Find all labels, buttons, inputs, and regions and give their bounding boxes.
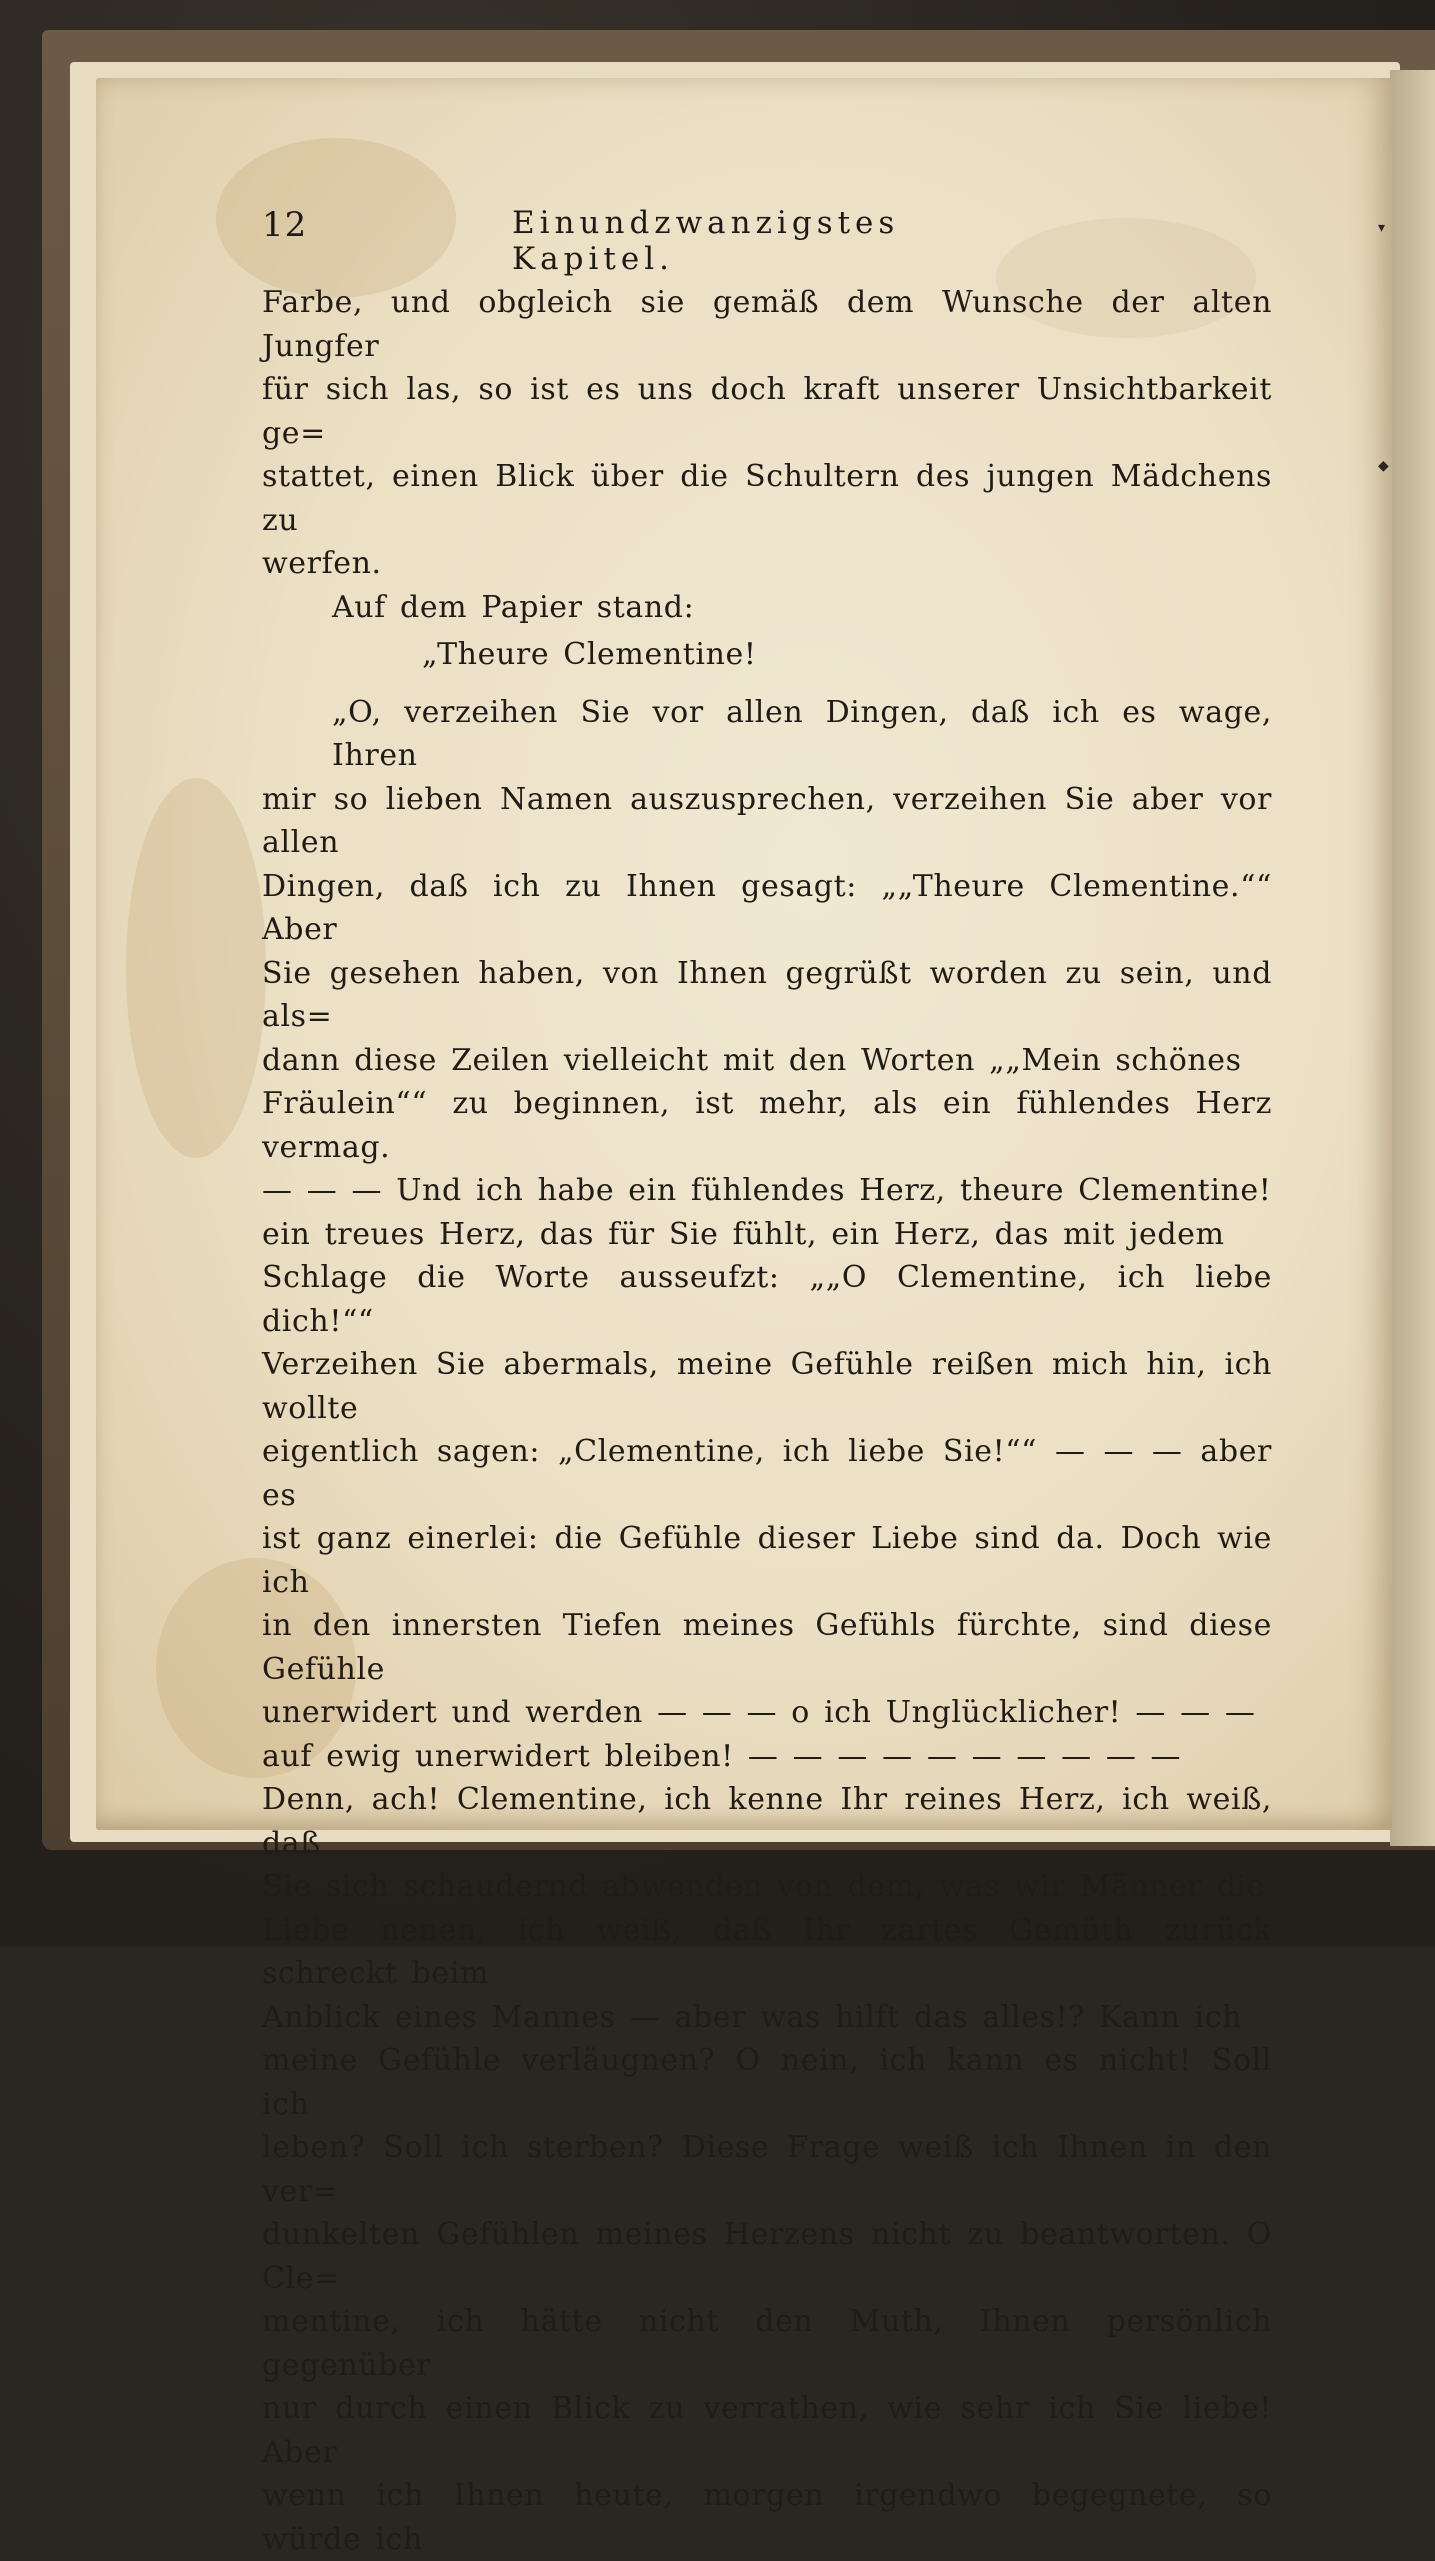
paragraph-continued bbox=[262, 281, 1272, 586]
text-line: in den innersten Tiefen meines Gefühls fürchte, sind diese Gefühle bbox=[262, 1604, 1272, 1691]
text-line: mir so lieben Namen auszusprechen, verzeihen Sie aber vor allen bbox=[262, 778, 1272, 865]
text-line: Sie gesehen haben, von Ihnen gegrüßt worden zu sein, und als= bbox=[262, 952, 1272, 1039]
text-line: „Theure Clementine! bbox=[422, 637, 757, 672]
text-line: „O, verzeihen Sie vor allen Dingen, daß ich es wage, Ihren bbox=[262, 691, 1272, 778]
binding-thread-mark: ◆ bbox=[1378, 458, 1390, 470]
text-line: für sich las, so ist es uns doch kraft unserer Unsichtbarkeit ge= bbox=[262, 368, 1272, 455]
facing-page-edge bbox=[1390, 70, 1435, 1846]
text-line: ein treues Herz, das für Sie fühlt, ein Herz, das mit jedem bbox=[262, 1213, 1272, 1257]
text-line: ist ganz einerlei: die Gefühle dieser Liebe sind da. Doch wie ich bbox=[262, 1517, 1272, 1604]
text-line: Fräulein““ zu beginnen, ist mehr, als ein fühlendes Herz vermag. bbox=[262, 1082, 1272, 1169]
text-line: meine Gefühle verläugnen? O nein, ich kann es nicht! Soll ich bbox=[262, 2039, 1272, 2126]
body-text bbox=[262, 281, 1272, 2561]
text-line: eigentlich sagen: „Clementine, ich liebe Sie!““ — — — aber es bbox=[262, 1430, 1272, 1517]
text-line: Dingen, daß ich zu Ihnen gesagt: „„Theure Clementine.““ Aber bbox=[262, 865, 1272, 952]
text-line: wenn ich Ihnen heute, morgen irgendwo begegnete, so würde ich bbox=[262, 2474, 1272, 2561]
paper-stain bbox=[126, 778, 266, 1158]
paragraph-intro bbox=[262, 586, 1272, 630]
page-number: 12 bbox=[262, 205, 307, 245]
binding-thread-mark: ▾ bbox=[1378, 220, 1390, 232]
text-line: Verzeihen Sie abermals, meine Gefühle reißen mich hin, ich wollte bbox=[262, 1343, 1272, 1430]
text-line: leben? Soll ich sterben? Diese Frage weiß ich Ihnen in den ver= bbox=[262, 2126, 1272, 2213]
text-line: mentine, ich hätte nicht den Muth, Ihnen persönlich gegenüber bbox=[262, 2300, 1272, 2387]
running-title: Einundzwanzigstes Kapitel. bbox=[512, 205, 1042, 277]
text-line: Sie sich schaudernd abwenden von dem, was wir Männer die bbox=[262, 1865, 1272, 1909]
text-line: Schlage die Worte ausseufzt: „„O Clementine, ich liebe dich!““ bbox=[262, 1256, 1272, 1343]
page-header bbox=[262, 205, 1042, 261]
text-line: dann diese Zeilen vielleicht mit den Worten „„Mein schönes bbox=[262, 1039, 1272, 1083]
text-line: Auf dem Papier stand: bbox=[332, 590, 694, 625]
text-line: dunkelten Gefühlen meines Herzens nicht zu beantworten. O Cle= bbox=[262, 2213, 1272, 2300]
text-line: Denn, ach! Clementine, ich kenne Ihr reines Herz, ich weiß, daß bbox=[262, 1778, 1272, 1865]
text-line: werfen. bbox=[262, 542, 1272, 586]
text-line: — — — Und ich habe ein fühlendes Herz, theure Clementine! bbox=[262, 1169, 1272, 1213]
letter-body bbox=[262, 691, 1272, 2561]
text-line: Farbe, und obgleich sie gemäß dem Wunsche der alten Jungfer bbox=[262, 281, 1272, 368]
text-line: nur durch einen Blick zu verrathen, wie sehr ich Sie liebe! Aber bbox=[262, 2387, 1272, 2474]
text-line: Anblick eines Mannes — aber was hilft das alles!? Kann ich bbox=[262, 1996, 1272, 2040]
text-line: unerwidert und werden — — — o ich Unglücklicher! — — — bbox=[262, 1691, 1272, 1735]
text-line: auf ewig unerwidert bleiben! — — — — — — — — — — bbox=[262, 1735, 1272, 1779]
letter-salutation bbox=[262, 633, 1272, 677]
text-line: Liebe nenen, ich weiß, daß Ihr zartes Gemüth zurück schreckt beim bbox=[262, 1909, 1272, 1996]
text-line: stattet, einen Blick über die Schultern des jungen Mädchens zu bbox=[262, 455, 1272, 542]
